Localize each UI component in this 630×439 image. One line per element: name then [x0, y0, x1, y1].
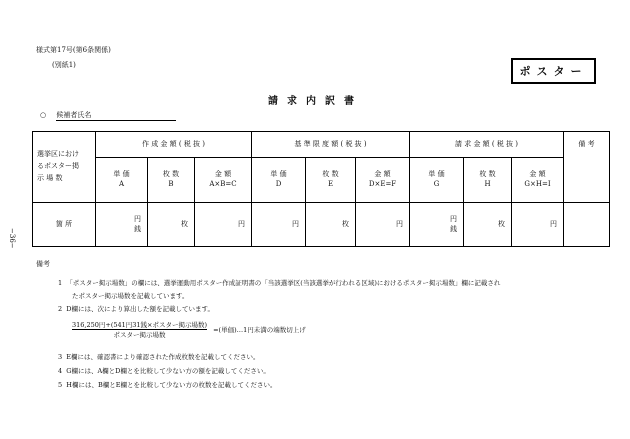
group-standard-limit: 基 準 限 度 額 ( 税 抜 ): [252, 132, 410, 158]
note-1-continued: たポスター掲示場数を記載しています。: [72, 292, 189, 300]
poster-label-box: [511, 58, 596, 84]
candidate-row: [40, 110, 176, 121]
candidate-name-field[interactable]: [56, 110, 176, 121]
subheader-e: 枚 数 E: [306, 158, 356, 203]
billing-table: [32, 131, 610, 247]
page-number-side: −36−: [8, 228, 16, 249]
group-billed-amount: 請 求 金 額 ( 税 抜 ): [410, 132, 564, 158]
subheader-a: 単 価 A: [96, 158, 148, 203]
cell-i[interactable]: 円: [512, 203, 564, 247]
subheader-b: 枚 数 B: [148, 158, 195, 203]
subheader-f: 金 額 D×E=F: [356, 158, 410, 203]
cell-f[interactable]: 円: [356, 203, 410, 247]
cell-b[interactable]: 枚: [148, 203, 195, 247]
attachment-label: (別紙1): [52, 61, 76, 69]
note-2: 2 D欄には、次により算出した額を記載しています。: [58, 305, 214, 313]
formula-result: =(単価)…1円未満の端数切上げ: [213, 326, 306, 334]
subheader-c: 金 額 A×B=C: [195, 158, 252, 203]
formula-numerator: 316,250円+(541円31銭×ポスター掲示場数): [72, 321, 208, 329]
subheader-h: 枚 数 H: [464, 158, 512, 203]
formula: [72, 320, 306, 339]
subheader-d: 単 価 D: [252, 158, 306, 203]
notes-heading: 備考: [36, 260, 50, 268]
posting-count-header: 選挙区におけ るポスター掲 示 場 数: [33, 132, 96, 203]
cell-h[interactable]: 枚: [464, 203, 512, 247]
cell-g[interactable]: 円 銭: [410, 203, 464, 247]
note-1: 1 「ポスター掲示場数」の欄には、選挙運動用ポスター作成証明書の「当該選挙区(当該選挙が行われる区域)におけるポスター掲示場数」欄に記載され: [58, 279, 501, 287]
subheader-i: 金 額 G×H=I: [512, 158, 564, 203]
candidate-bullet: ○: [40, 111, 47, 119]
row-label-locations: 箇 所: [33, 203, 96, 247]
cell-c[interactable]: 円: [195, 203, 252, 247]
cell-remarks[interactable]: [564, 203, 610, 247]
note-3: 3 E欄には、確認書により確認された作成枚数を記載してください。: [58, 353, 260, 361]
cell-a[interactable]: 円 銭: [96, 203, 148, 247]
group-production-cost: 作 成 金 額 ( 税 抜 ): [96, 132, 252, 158]
note-5: 5 H欄には、B欄とE欄とを比較して少ない方の枚数を記載してください。: [58, 381, 277, 389]
formula-denominator: ポスター掲示場数: [72, 329, 207, 339]
note-4: 4 G欄には、A欄とD欄とを比較して少ない方の額を記載してください。: [58, 367, 270, 375]
poster-label: ポスター: [519, 65, 588, 78]
form-number: 様式第17号(第6条関係): [36, 46, 111, 54]
subheader-g: 単 価 G: [410, 158, 464, 203]
candidate-label: 候補者氏名: [56, 111, 92, 119]
cell-d[interactable]: 円: [252, 203, 306, 247]
page-title: 請求内訳書: [268, 96, 363, 107]
remarks-header: 備 考: [564, 132, 610, 203]
cell-e[interactable]: 枚: [306, 203, 356, 247]
